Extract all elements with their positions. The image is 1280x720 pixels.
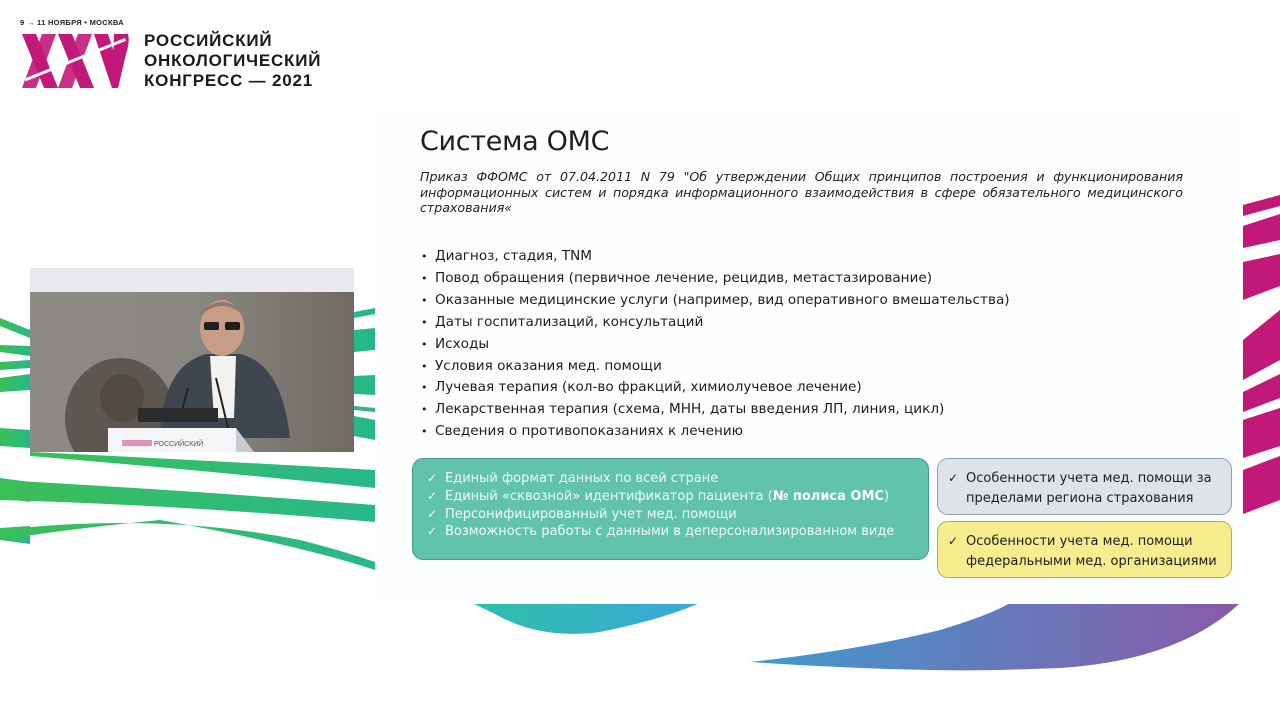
advantage-item: ✓ Персонифицированный учет мед. помощи — [427, 506, 737, 522]
bullet-list — [421, 246, 1010, 443]
xxv-logo-mark — [22, 34, 130, 88]
speaker-video-frame — [30, 268, 354, 452]
bullet-icon: • — [421, 315, 428, 329]
bullet-item: • Даты госпитализаций, консультаций — [421, 312, 1010, 334]
advantage-item: ✓ Единый «сквозной» идентификатор пациента (№ полиса ОМС) — [427, 488, 890, 504]
checkmark-icon: ✓ — [427, 488, 438, 503]
out-of-region-box: ✓ Особенности учета мед. помощи за пределами региона страхования — [937, 458, 1232, 515]
congress-dates: 9 → 11 НОЯБРЯ • МОСКВА — [20, 18, 124, 27]
bullet-item: • Повод обращения (первичное лечение, рецидив, метастазирование) — [421, 268, 1010, 290]
congress-title — [144, 31, 321, 91]
congress-logo — [20, 18, 380, 98]
federal-organizations-box: ✓ Особенности учета мед. помощи федеральными мед. организациями — [937, 521, 1232, 578]
presentation-slide — [375, 112, 1240, 604]
bullet-icon: • — [421, 381, 428, 395]
bullet-item: • Сведения о противопоказаниях к лечению — [421, 421, 1010, 443]
checkmark-icon: ✓ — [948, 534, 959, 548]
congress-title-line-3: КОНГРЕСС — 2021 — [144, 71, 314, 90]
congress-title-line-2: ОНКОЛОГИЧЕСКИЙ — [144, 51, 322, 70]
bullet-icon: • — [421, 359, 428, 373]
bullet-icon: • — [421, 250, 428, 263]
bullet-item: • Лучевая терапия (кол-во фракций, химиолучевое лечение) — [421, 377, 1010, 399]
bullet-item: • Оказанные медицинские услуги (например, вид оперативного вмешательства) — [421, 290, 1010, 312]
bullet-item: • Лекарственная терапия (схема, МНН, даты введения ЛП, линия, цикл) — [421, 399, 1010, 421]
checkmark-icon: ✓ — [948, 471, 959, 485]
policy-number-emphasis: № полиса ОМС — [772, 488, 884, 504]
bullet-icon: • — [421, 293, 428, 307]
slide-title: Система ОМС — [420, 126, 610, 157]
bullet-item: • Исходы — [421, 334, 1010, 356]
congress-title-line-1: РОССИЙСКИЙ — [144, 31, 273, 50]
advantage-item: ✓ Возможность работы с данными в деперсонализированном виде — [427, 524, 895, 540]
checkmark-icon: ✓ — [427, 471, 438, 485]
checkmark-icon: ✓ — [427, 506, 438, 521]
bullet-icon: • — [421, 403, 428, 417]
advantage-item: ✓ Единый формат данных по всей стране — [427, 471, 719, 486]
checkmark-icon: ✓ — [427, 524, 438, 539]
speaker-video[interactable] — [30, 268, 354, 452]
slide-subtitle: Приказ ФФОМС от 07.04.2011 N 79 "Об утверждении Общих принципов построения и функционирования информационных систем и порядка информационного взаимодействия в сфере обязательного медицинского страхования« — [420, 169, 1183, 215]
bullet-icon: • — [421, 271, 428, 285]
bullet-icon: • — [421, 425, 428, 439]
advantages-box — [412, 458, 929, 560]
bullet-item: • Диагноз, стадия, TNM — [421, 246, 1010, 268]
podium-text: РОССИЙСКИЙ — [154, 441, 204, 448]
bullet-icon: • — [421, 337, 428, 351]
bullet-item: • Условия оказания мед. помощи — [421, 356, 1010, 378]
